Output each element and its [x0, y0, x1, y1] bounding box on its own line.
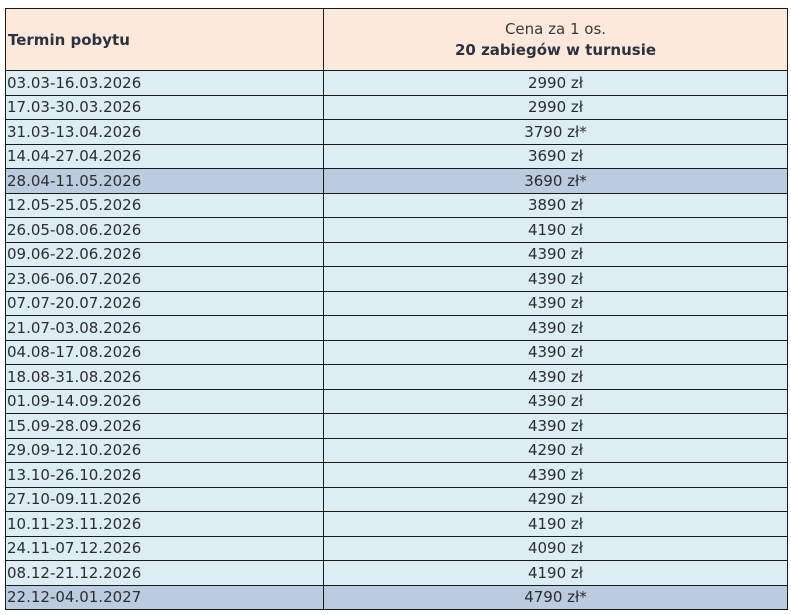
header-term: Termin pobytu [6, 9, 324, 71]
table-row [6, 512, 788, 537]
price-cell: 4390 zł [324, 316, 788, 341]
price-cell: 2990 zł [324, 95, 788, 120]
table-row [6, 193, 788, 218]
term-cell: 29.09-12.10.2026 [6, 438, 324, 463]
price-cell: 4290 zł [324, 487, 788, 512]
term-cell: 26.05-08.06.2026 [6, 218, 324, 243]
term-cell: 03.03-16.03.2026 [6, 71, 324, 96]
table-row [6, 169, 788, 194]
table-row [6, 267, 788, 292]
price-cell: 4190 zł [324, 512, 788, 537]
table-row [6, 71, 788, 96]
table-row [6, 389, 788, 414]
table-row [6, 218, 788, 243]
header-price-line1: Cena za 1 os. [504, 19, 607, 38]
term-cell: 07.07-20.07.2026 [6, 291, 324, 316]
price-cell: 4090 zł [324, 536, 788, 561]
table-row [6, 561, 788, 586]
term-cell: 22.12-04.01.2027 [6, 585, 324, 610]
price-cell: 4390 zł [324, 267, 788, 292]
term-cell: 09.06-22.06.2026 [6, 242, 324, 267]
price-cell: 4390 zł [324, 389, 788, 414]
term-cell: 17.03-30.03.2026 [6, 95, 324, 120]
table-row [6, 536, 788, 561]
table-row [6, 365, 788, 390]
term-cell: 24.11-07.12.2026 [6, 536, 324, 561]
price-cell: 4190 zł [324, 561, 788, 586]
table-row [6, 316, 788, 341]
term-cell: 27.10-09.11.2026 [6, 487, 324, 512]
price-cell: 3690 zł* [324, 169, 788, 194]
term-cell: 14.04-27.04.2026 [6, 144, 324, 169]
price-cell: 3790 zł* [324, 120, 788, 145]
price-cell: 4390 zł [324, 414, 788, 439]
price-cell: 4190 zł [324, 218, 788, 243]
table-header [6, 9, 788, 71]
price-table [5, 8, 788, 610]
table-row [6, 414, 788, 439]
term-cell: 15.09-28.09.2026 [6, 414, 324, 439]
term-cell: 12.05-25.05.2026 [6, 193, 324, 218]
table-row [6, 340, 788, 365]
price-cell: 4390 zł [324, 291, 788, 316]
table-row [6, 144, 788, 169]
price-cell: 4390 zł [324, 463, 788, 488]
table-row [6, 95, 788, 120]
term-cell: 28.04-11.05.2026 [6, 169, 324, 194]
term-cell: 08.12-21.12.2026 [6, 561, 324, 586]
price-cell: 4390 zł [324, 242, 788, 267]
table-body [6, 71, 788, 610]
price-cell: 4390 zł [324, 365, 788, 390]
table-row [6, 487, 788, 512]
table-row [6, 463, 788, 488]
term-cell: 23.06-06.07.2026 [6, 267, 324, 292]
term-cell: 04.08-17.08.2026 [6, 340, 324, 365]
table-row [6, 438, 788, 463]
term-cell: 01.09-14.09.2026 [6, 389, 324, 414]
table-row [6, 242, 788, 267]
price-cell: 3890 zł [324, 193, 788, 218]
table-row [6, 585, 788, 610]
header-price [324, 9, 788, 71]
header-row [6, 9, 788, 71]
price-cell: 4290 zł [324, 438, 788, 463]
term-cell: 21.07-03.08.2026 [6, 316, 324, 341]
table-row [6, 120, 788, 145]
table-row [6, 291, 788, 316]
price-cell: 4790 zł* [324, 585, 788, 610]
price-cell: 3690 zł [324, 144, 788, 169]
term-cell: 31.03-13.04.2026 [6, 120, 324, 145]
header-price-line2: 20 zabiegów w turnusie [454, 40, 657, 59]
term-cell: 18.08-31.08.2026 [6, 365, 324, 390]
term-cell: 10.11-23.11.2026 [6, 512, 324, 537]
term-cell: 13.10-26.10.2026 [6, 463, 324, 488]
price-cell: 2990 zł [324, 71, 788, 96]
price-cell: 4390 zł [324, 340, 788, 365]
